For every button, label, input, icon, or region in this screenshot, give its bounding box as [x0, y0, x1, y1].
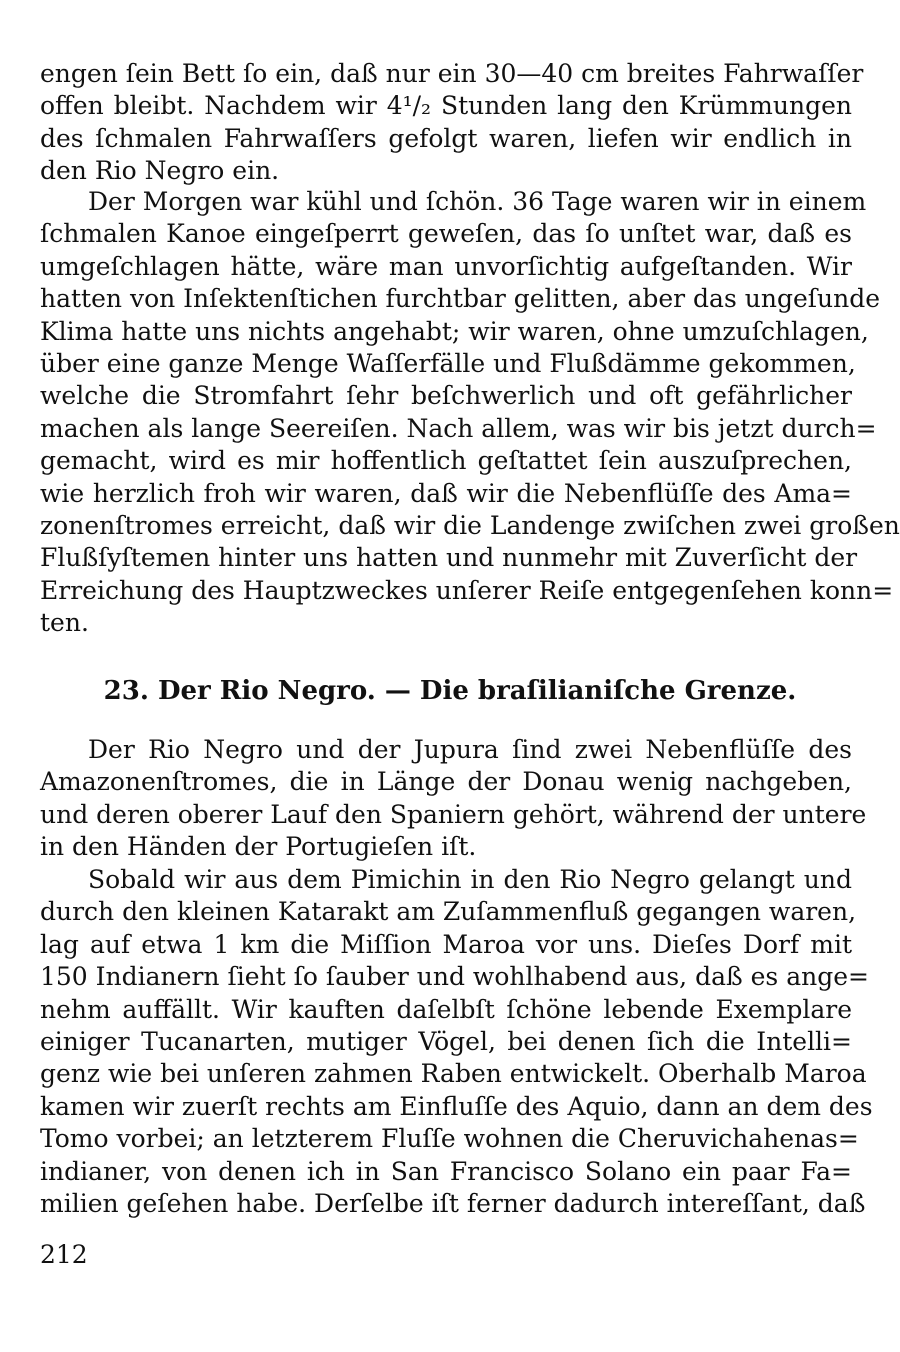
text-line: Klima hatte uns nichts angehabt; wir waren, ohne umzuſchlagen,	[40, 316, 869, 346]
text-line: Erreichung des Hauptzweckes unſerer Reiſe entgegenſehen konn=	[40, 575, 894, 605]
text-line: welche die Stromfahrt ſehr beſchwerlich und oft gefährlicher	[40, 381, 852, 411]
text-line: durch den kleinen Katarakt am Zuſammenfluß gegangen waren,	[40, 897, 857, 927]
text-line: gemacht, wird es mir hoffentlich geſtattet ſein auszuſprechen,	[40, 446, 852, 476]
text-line: machen als lange Seereiſen. Nach allem, was wir bis jetzt durch=	[40, 413, 877, 443]
text-line: engen ſein Bett ſo ein, daß nur ein 30—40 cm breites Fahrwaſſer	[40, 59, 864, 88]
paragraph-1	[40, 58, 864, 188]
paragraph-3	[40, 734, 867, 864]
text-line: ſchmalen Kanoe eingeſperrt geweſen, das ſo unſtet war, daß es	[40, 219, 852, 249]
section-heading: 23. Der Rio Negro. — Die braſilianiſche Grenze.	[103, 676, 797, 706]
text-line: über eine ganze Menge Waſſerfälle und Flußdämme gekommen,	[40, 349, 856, 379]
text-line: Flußſyſtemen hinter uns hatten und nunmehr mit Zuverſicht der	[40, 543, 858, 573]
paragraph-4	[40, 864, 873, 1220]
paragraph-2	[40, 186, 900, 640]
text-line: nehm auffällt. Wir kauften daſelbſt ſchöne lebende Exemplare	[40, 994, 852, 1024]
text-line: Tomo vorbei; an letzterem Fluſſe wohnen die Cheruvichahenas=	[40, 1124, 859, 1154]
text-line: in den Händen der Portugieſen iſt.	[40, 832, 477, 862]
text-line: milien geſehen habe. Derſelbe iſt ferner dadurch intereſſant, daß	[40, 1189, 866, 1219]
text-line: Der Morgen war kühl und ſchön. 36 Tage waren wir in einem	[88, 187, 867, 216]
page-number: 212	[40, 1240, 88, 1269]
text-line: wie herzlich froh wir waren, daß wir die Nebenflüſſe des Ama=	[40, 478, 852, 508]
text-line: Der Rio Negro und der Jupura ſind zwei Nebenflüſſe des	[88, 735, 852, 764]
text-line: des ſchmalen Fahrwaſſers gefolgt waren, liefen wir endlich in	[40, 123, 852, 153]
text-line: umgeſchlagen hätte, wäre man unvorſichtig aufgeſtanden. Wir	[40, 251, 852, 281]
text-line: den Rio Negro ein.	[40, 156, 280, 186]
text-line: indianer, von denen ich in San Francisco Solano ein paar Fa=	[40, 1156, 852, 1186]
text-line: Sobald wir aus dem Pimichin in den Rio Negro gelangt und	[88, 865, 852, 894]
text-line: einiger Tucanarten, mutiger Vögel, bei denen ſich die Intelli=	[40, 1027, 852, 1057]
text-line: ten.	[40, 608, 89, 638]
text-line: offen bleibt. Nachdem wir 4¹/₂ Stunden lang den Krümmungen	[40, 91, 852, 121]
text-line: zonenſtromes erreicht, daß wir die Landenge zwiſchen zwei großen	[40, 511, 900, 541]
text-line: Amazonenſtromes, die in Länge der Donau wenig nachgeben,	[40, 767, 852, 797]
text-line: hatten von Inſektenſtichen furchtbar gelitten, aber das ungeſunde	[40, 284, 880, 314]
text-line: und deren oberer Lauf den Spaniern gehört, während der untere	[40, 799, 867, 829]
text-line: 150 Indianern ſieht ſo ſauber und wohlhabend aus, daß es ange=	[40, 962, 869, 992]
text-line: lag auf etwa 1 km die Miſſion Maroa vor uns. Dieſes Dorf mit	[40, 929, 852, 959]
text-line: kamen wir zuerſt rechts am Einfluſſe des Aquio, dann an dem des	[40, 1091, 873, 1121]
text-line: genz wie bei unſeren zahmen Raben entwickelt. Oberhalb Maroa	[40, 1059, 867, 1089]
